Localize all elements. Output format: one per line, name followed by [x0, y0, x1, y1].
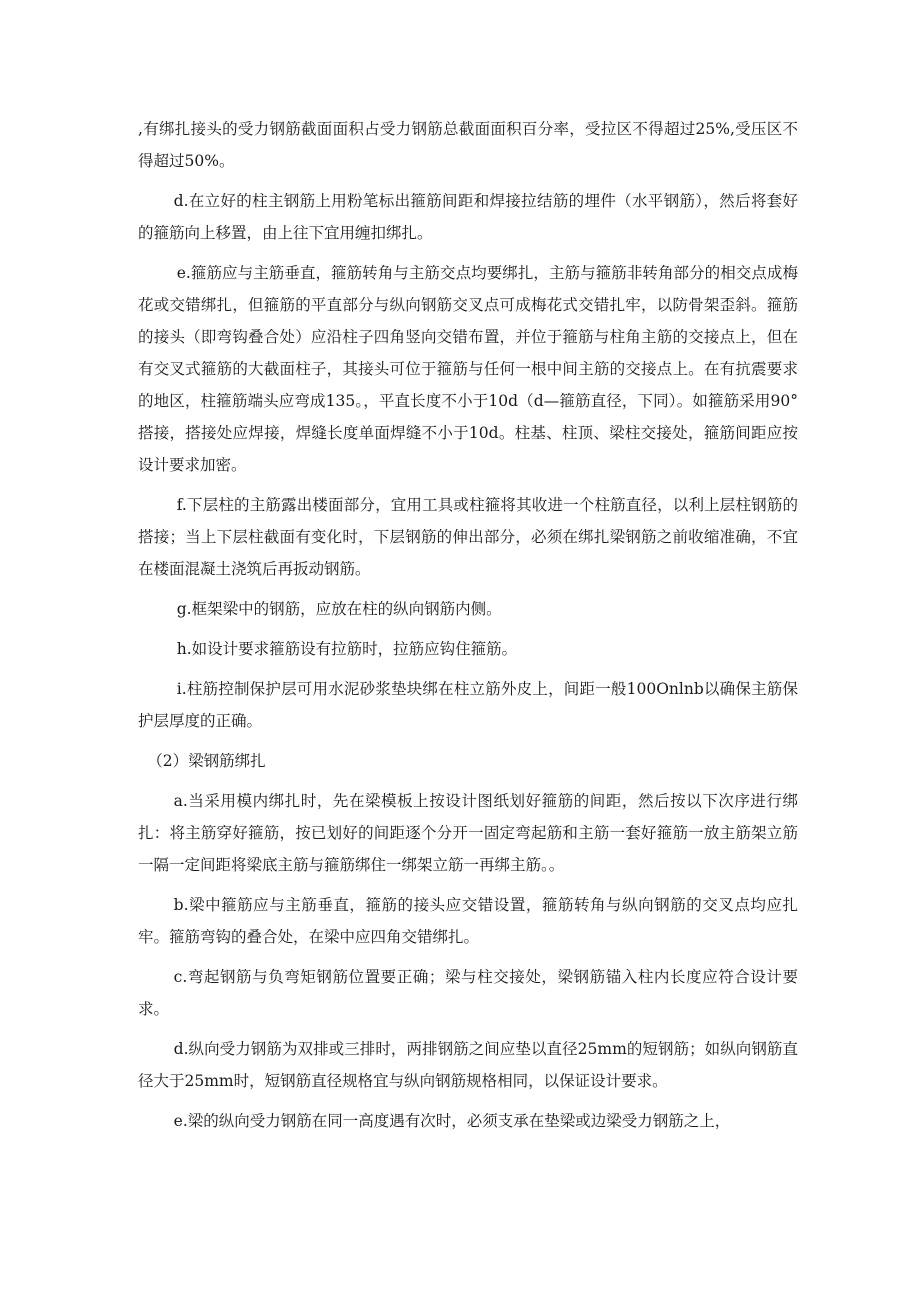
paragraph-continuation: ,有绑扎接头的受力钢筋截面面积占受力钢筋总截面面积百分率，受拉区不得超过25%,受压区不得超过50%。 — [138, 120, 798, 170]
paragraph-beam-c: c.弯起钢筋与负弯矩钢筋位置要正确；梁与柱交接处，梁钢筋锚入柱内长度应符合设计要求。 — [138, 968, 798, 1018]
paragraph-column-d: d.在立好的柱主钢筋上用粉笔标出箍筋间距和焊接拉结筋的埋件（水平钢筋），然后将套好的箍筋向上移置，由上往下宜用缠扣绑扎。 — [138, 192, 798, 242]
paragraph-beam-b: b.梁中箍筋应与主筋垂直，箍筋的接头应交错设置，箍筋转角与纵向钢筋的交叉点均应扎牢。箍筋弯钩的叠合处，在梁中应四角交错绑扎。 — [138, 896, 798, 946]
paragraph-beam-d: d.纵向受力钢筋为双排或三排时，两排钢筋之间应垫以直径25mm的短钢筋；如纵向钢筋直径大于25mm时，短钢筋直径规格宜与纵向钢筋规格相同，以保证设计要求。 — [138, 1040, 798, 1090]
paragraph-beam-e: e.梁的纵向受力钢筋在同一高度遇有次时，必须支承在垫梁或边梁受力钢筋之上， — [173, 1112, 731, 1130]
paragraph-beam-a: a.当采用模内绑扎时，先在梁模板上按设计图纸划好箍筋的间距，然后按以下次序进行绑扎：将主筋穿好箍筋，按已划好的间距逐个分开一固定弯起筋和主筋一套好箍筋一放主筋架立筋一隔一定间距将梁底主筋与箍筋绑住一绑架立筋一再绑主筋。。 — [138, 792, 798, 874]
paragraph-column-i: i.柱筋控制保护层可用水泥砂浆垫块绑在柱立筋外皮上，间距一般100Onlnb以确保主筋保护层厚度的正确。 — [138, 680, 798, 730]
paragraph-column-e: e.箍筋应与主筋垂直，箍筋转角与主筋交点均要绑扎，主筋与箍筋非转角部分的相交点成梅花或交错绑扎，但箍筋的平直部分与纵向钢筋交叉点可成梅花式交错扎牢，以防骨架歪斜。箍筋的接头（即弯钩叠合处）应沿柱子四角竖向交错布置，并位于箍筋与柱角主筋的交接点上，但在有交叉式箍筋的大截面柱子，其接头可位于箍筋与任何一根中间主筋的交接点上。在有抗震要求的地区，柱箍筋端头应弯成135。，平直长度不小于10d（d—箍筋直径，下同）。如箍筋采用90°搭接，搭接处应焊接，焊缝长度单面焊缝不小于10d。柱基、柱顶、梁柱交接处，箍筋间距应按设计要求加密。 — [138, 264, 798, 474]
paragraph-column-f: f.下层柱的主筋露出楼面部分，宜用工具或柱箍将其收进一个柱筋直径，以利上层柱钢筋的搭接；当上下层柱截面有变化时，下层钢筋的伸出部分，必须在绑扎梁钢筋之前收缩准确，不宜在楼面混凝土浇筑后再扳动钢筋。 — [138, 496, 798, 578]
paragraph-column-h: h.如设计要求箍筋设有拉筋时，拉筋应钩住箍筋。 — [176, 640, 518, 658]
paragraph-column-g: g.框架梁中的钢筋，应放在柱的纵向钢筋内侧。 — [176, 600, 502, 618]
section-heading-beam: （2）梁钢筋绑扎 — [147, 752, 266, 770]
document-body — [138, 113, 798, 1145]
